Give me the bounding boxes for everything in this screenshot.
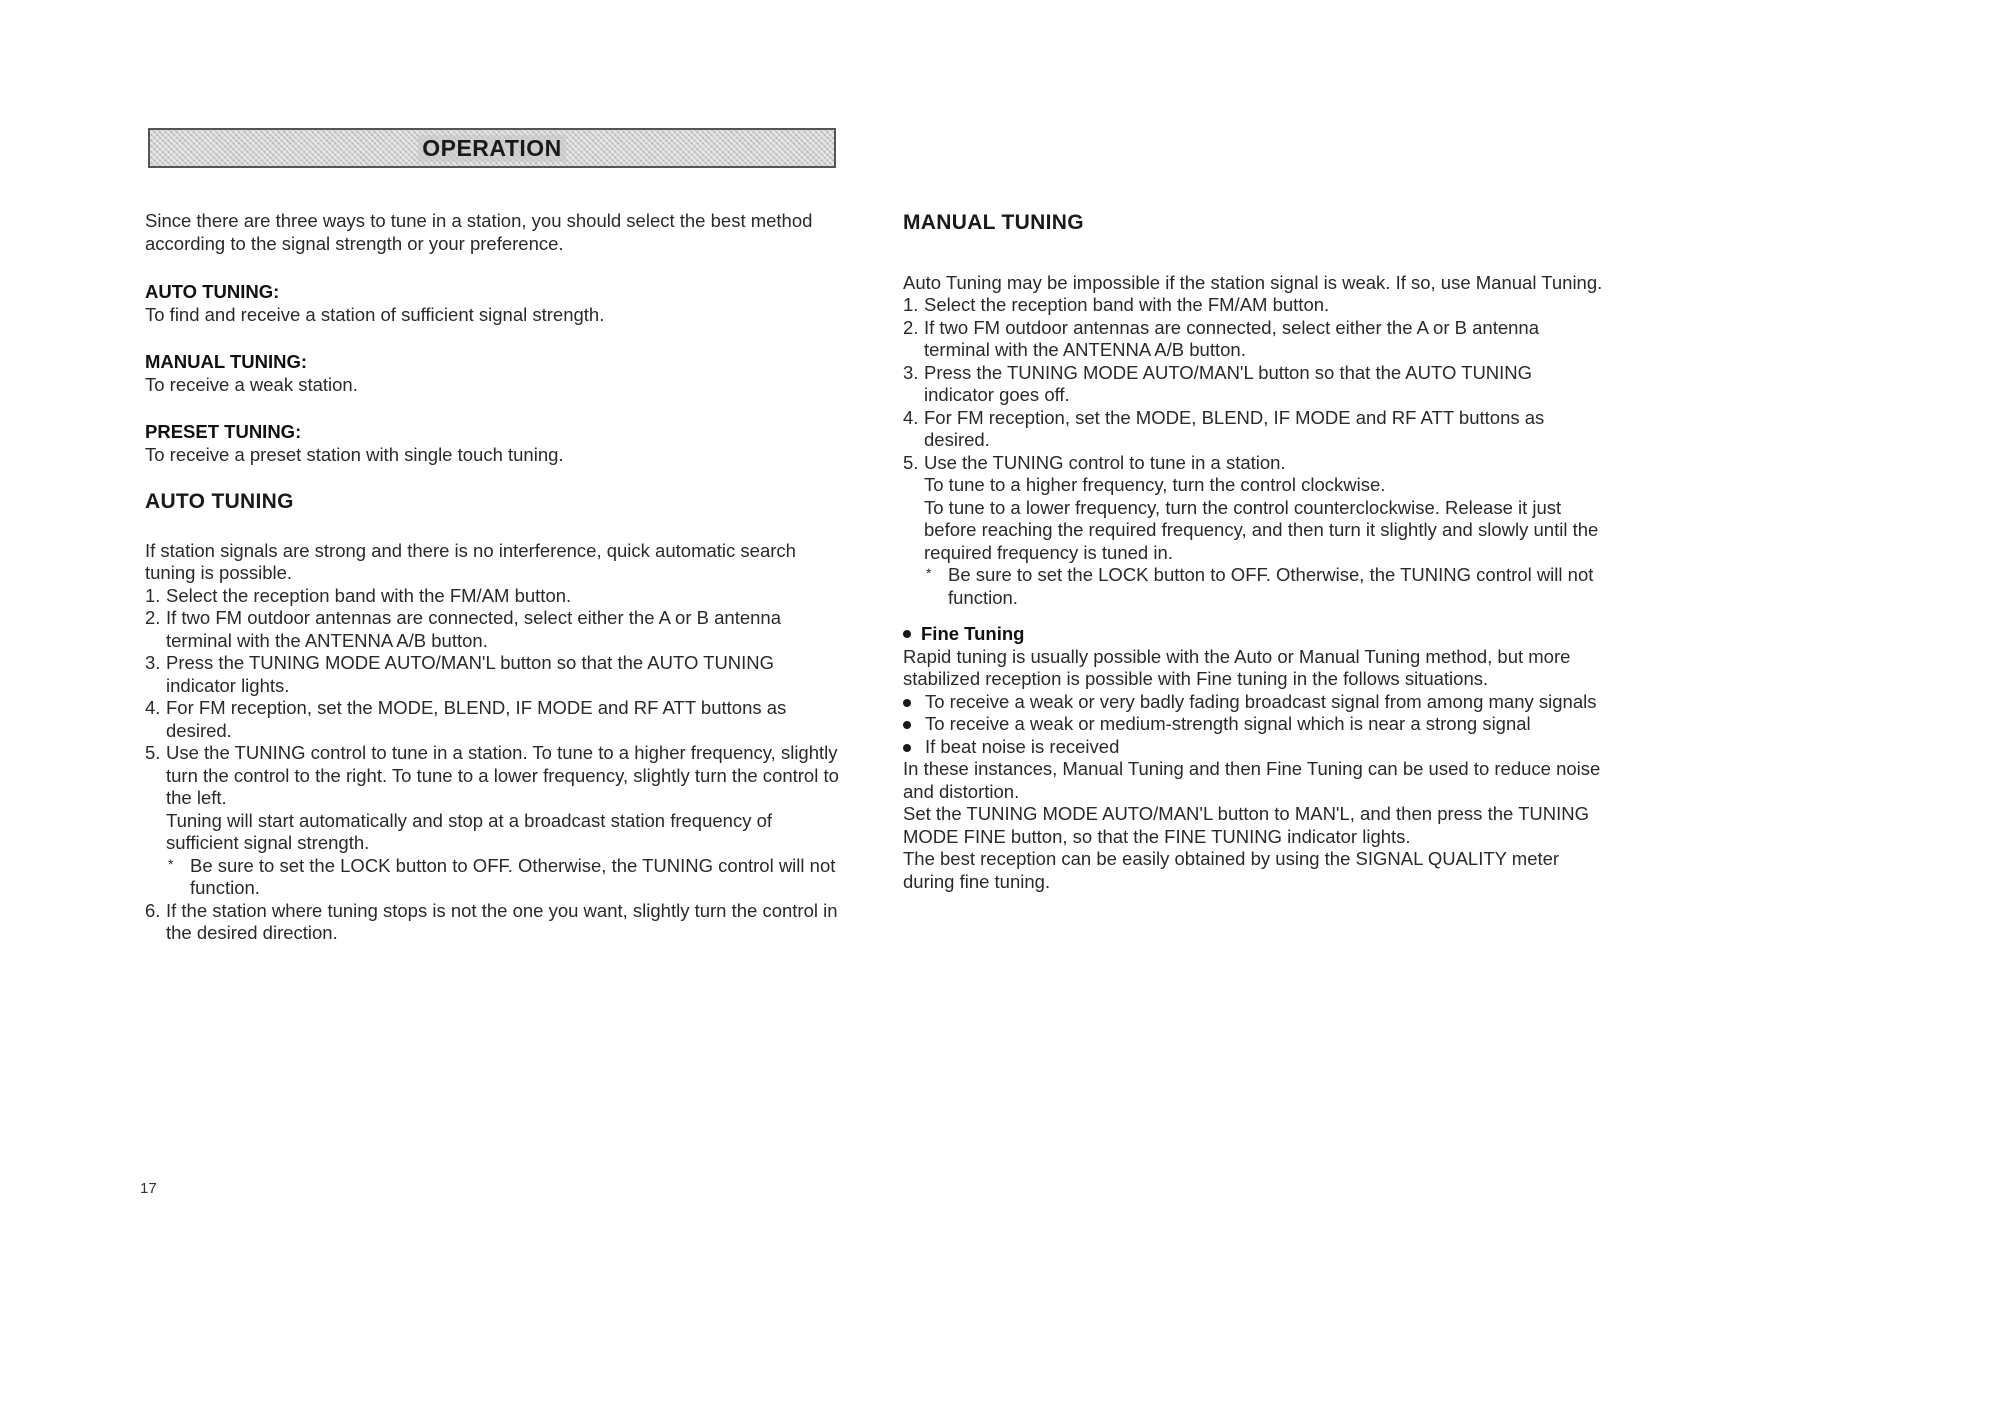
- step-text: For FM reception, set the MODE, BLEND, IF MODE and RF ATT buttons as desired.: [924, 406, 1545, 450]
- list-item: [903, 736, 1603, 759]
- manual-tuning-heading: MANUAL TUNING: [903, 211, 1084, 234]
- step-text: Select the reception band with the FM/AM button.: [924, 294, 1330, 315]
- step-extra-text: To tune to a higher frequency, turn the control clockwise.: [924, 474, 1386, 495]
- step-extra-text: Tuning will start automatically and stop at a broadcast station frequency of sufficient signal strength.: [166, 809, 773, 853]
- method-preset-desc: To receive a preset station with single touch tuning.: [145, 443, 564, 465]
- step-text: Use the TUNING control to tune in a station. To tune to a higher frequency, slightly turn the control to the right. To tune to a lower frequency, slightly turn the control to the left.: [166, 742, 839, 808]
- banner-title: OPERATION: [418, 135, 566, 162]
- bullet-icon: [903, 721, 911, 729]
- fine-tuning-paragraph: In these instances, Manual Tuning and then Fine Tuning can be used to reduce noise and distortion.: [903, 758, 1601, 802]
- step-extra-text: To tune to a lower frequency, turn the control counterclockwise. Release it just before reaching the required frequency, and then turn it slightly and slowly until the required frequency is tuned in.: [924, 496, 1599, 563]
- method-preset-title: PRESET TUNING:: [145, 421, 302, 442]
- step-text: For FM reception, set the MODE, BLEND, IF MODE and RF ATT buttons as desired.: [166, 697, 787, 741]
- step-item: [145, 697, 845, 742]
- step-number: 5.: [903, 451, 919, 473]
- step-text: Use the TUNING control to tune in a station.: [924, 451, 1286, 473]
- fine-tuning-paragraph: Set the TUNING MODE AUTO/MAN'L button to MAN'L, and then press the TUNING MODE FINE button, so that the FINE TUNING indicator lights.: [903, 803, 1589, 847]
- operation-banner: [148, 128, 836, 168]
- step-item: [903, 362, 1603, 407]
- step-text: If the station where tuning stops is not the one you want, slightly turn the control in the desired direction.: [166, 899, 838, 943]
- step-item: [145, 900, 845, 945]
- step-number: 1.: [903, 294, 919, 315]
- step-item: [903, 452, 1603, 610]
- step-item: [903, 294, 1603, 317]
- step-note-text: Be sure to set the LOCK button to OFF. Otherwise, the TUNING control will not function.: [948, 564, 1594, 608]
- bullet-text: If beat noise is received: [925, 735, 1120, 757]
- auto-tuning-intro: If station signals are strong and there is no interference, quick automatic search tuning is possible.: [145, 539, 796, 583]
- step-text: Press the TUNING MODE AUTO/MAN'L button so that the AUTO TUNING indicator lights.: [166, 652, 775, 696]
- step-number: 2.: [145, 607, 161, 628]
- fine-tuning-title: Fine Tuning: [921, 623, 1025, 644]
- fine-tuning-bullets: [903, 691, 1603, 759]
- left-column: [145, 210, 845, 945]
- step-number: 6.: [145, 899, 161, 921]
- asterisk-icon: *: [168, 855, 174, 872]
- step-item: [145, 607, 845, 652]
- method-auto-title: AUTO TUNING:: [145, 281, 280, 302]
- manual-tuning-intro: Auto Tuning may be impossible if the station signal is weak. If so, use Manual Tuning.: [903, 271, 1603, 293]
- bullet-icon: [903, 699, 911, 707]
- bullet-icon: [903, 744, 911, 752]
- bullet-text: To receive a weak or very badly fading broadcast signal from among many signals: [925, 690, 1597, 712]
- step-note-text: Be sure to set the LOCK button to OFF. Otherwise, the TUNING control will not function.: [190, 854, 836, 898]
- intro-paragraph: Since there are three ways to tune in a station, you should select the best method according to the signal strength or your preference.: [145, 210, 813, 254]
- method-auto-desc: To find and receive a station of sufficient signal strength.: [145, 303, 605, 325]
- fine-tuning-paragraph: The best reception can be easily obtained by using the SIGNAL QUALITY meter during fine tuning.: [903, 848, 1560, 892]
- step-item: [145, 585, 845, 608]
- step-note: [924, 564, 1603, 609]
- asterisk-icon: *: [926, 565, 932, 581]
- step-number: 4.: [145, 697, 161, 718]
- step-number: 1.: [145, 584, 161, 606]
- fine-tuning-intro: Rapid tuning is usually possible with the Auto or Manual Tuning method, but more stabilized reception is possible with Fine tuning in the follows situations.: [903, 645, 1571, 689]
- step-text: If two FM outdoor antennas are connected, select either the A or B antenna terminal with the ANTENNA A/B button.: [166, 607, 781, 651]
- list-item: [903, 691, 1603, 714]
- step-item: [145, 742, 845, 900]
- step-number: 5.: [145, 742, 161, 763]
- list-item: [903, 713, 1603, 736]
- bullet-text: To receive a weak or medium-strength signal which is near a strong signal: [925, 713, 1531, 734]
- page-number: 17: [140, 1180, 157, 1197]
- step-text: If two FM outdoor antennas are connected, select either the A or B antenna terminal with the ANTENNA A/B button.: [924, 316, 1539, 360]
- step-item: [903, 317, 1603, 362]
- auto-tuning-steps: [145, 585, 845, 945]
- step-text: Select the reception band with the FM/AM button.: [166, 584, 572, 606]
- bullet-icon: [903, 630, 911, 638]
- step-number: 2.: [903, 316, 919, 338]
- step-item: [903, 407, 1603, 452]
- step-item: [145, 652, 845, 697]
- step-number: 4.: [903, 406, 919, 428]
- method-manual-desc: To receive a weak station.: [145, 373, 358, 395]
- manual-tuning-steps: [903, 294, 1603, 609]
- method-manual-title: MANUAL TUNING:: [145, 351, 308, 372]
- step-number: 3.: [903, 361, 919, 383]
- fine-tuning-heading: [903, 623, 1603, 646]
- step-number: 3.: [145, 652, 161, 673]
- auto-tuning-heading: AUTO TUNING: [145, 490, 294, 513]
- step-note: [166, 855, 845, 900]
- right-column: [903, 212, 1603, 893]
- step-text: Press the TUNING MODE AUTO/MAN'L button so that the AUTO TUNING indicator goes off.: [924, 361, 1533, 405]
